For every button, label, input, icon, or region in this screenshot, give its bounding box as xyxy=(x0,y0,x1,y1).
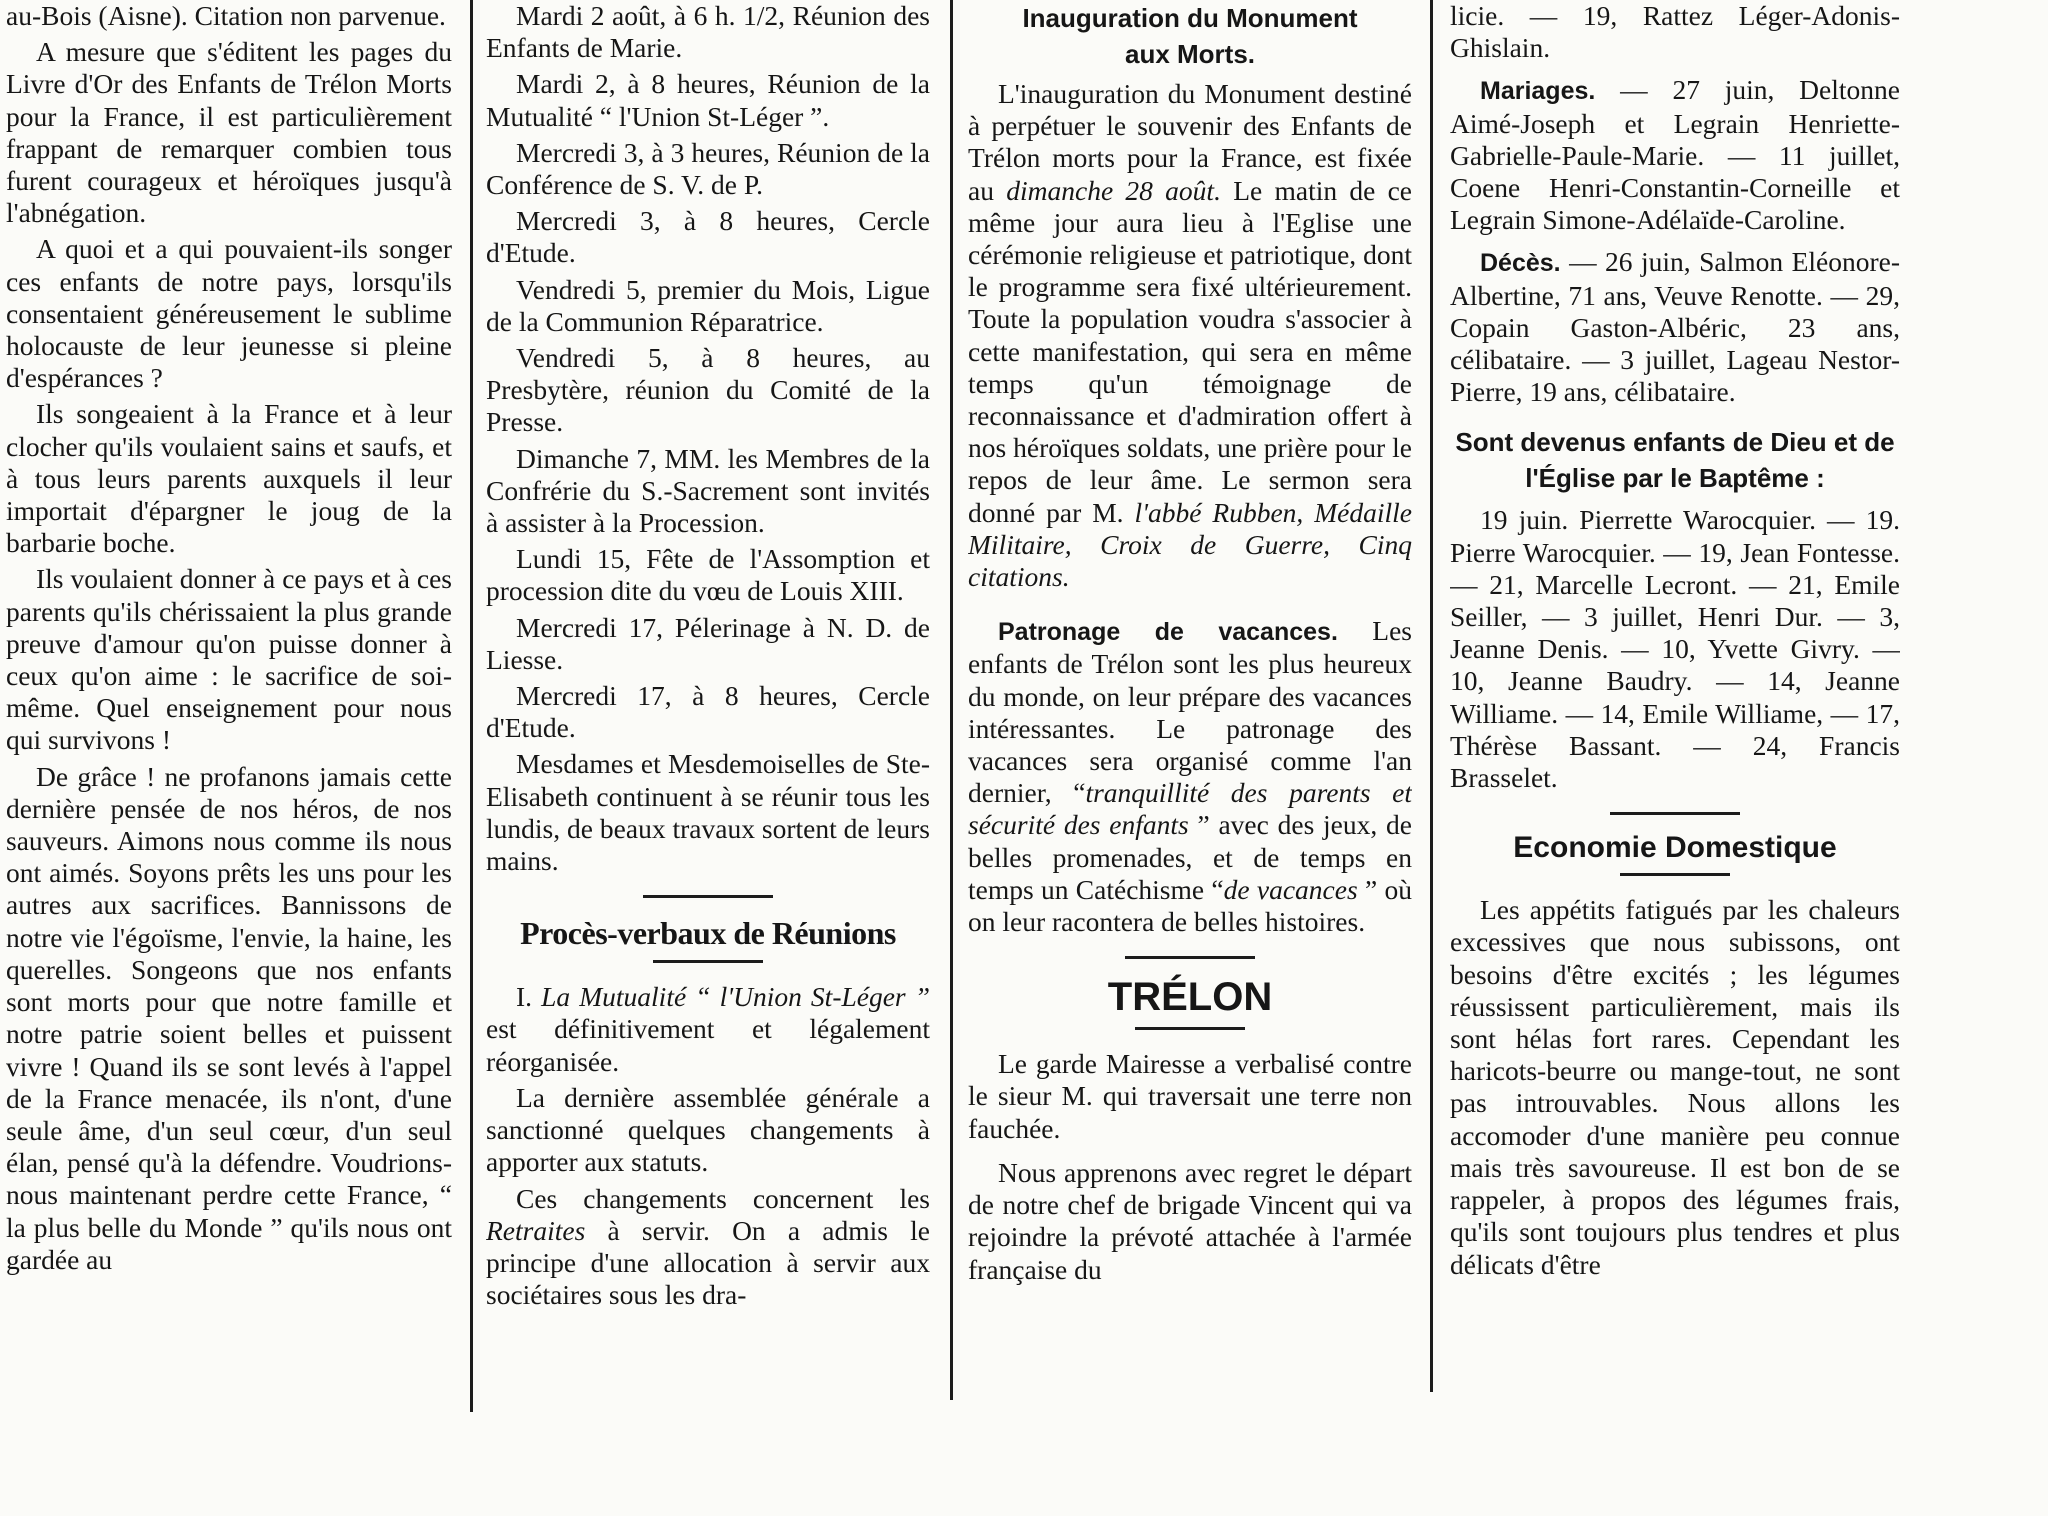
section-separator xyxy=(643,895,773,898)
minutes-item-name: La Mutualité “ l'Union St-Léger ” xyxy=(541,981,930,1013)
announcement: Mercredi 17, Pélerinage à N. D. de Liesse. xyxy=(486,611,930,675)
spacer xyxy=(968,593,1412,615)
minutes-paragraph: La dernière assemblée générale a sanctionné quelques changements à apporter aux statuts. xyxy=(486,1081,930,1178)
inauguration-paragraph xyxy=(968,78,1412,593)
column-2 xyxy=(486,0,930,1410)
trelon-paragraph: Nous apprenons avec regret le départ de notre chef de brigade Vincent qui va rejoindre la prévoté attachée à l'armée française du xyxy=(968,1156,1412,1285)
minutes-text: à servir. On a admis le principe d'une allocation à servir aux sociétaires sous les dra- xyxy=(486,1214,930,1311)
patronage-text: ” avec des jeux, de belles promenades, et de temps en temps un Catéchisme “ xyxy=(968,809,1412,905)
column-rule xyxy=(470,0,473,1412)
section-separator xyxy=(1610,812,1740,815)
inauguration-text: L'inauguration du Monument destiné à perpétuer le souvenir des Enfants de Trélon morts pour la France, est fixée au xyxy=(968,78,1412,206)
column-rule xyxy=(950,0,953,1400)
announcement: Vendredi 5, à 8 heures, au Presbytère, réunion du Comité de la Presse. xyxy=(486,342,930,438)
announcement: Mardi 2, à 8 heures, Réunion de la Mutualité “ l'Union St-Léger ”. xyxy=(486,68,930,132)
patronage-paragraph xyxy=(968,615,1412,938)
announcement: Mardi 2 août, à 6 h. 1/2, Réunion des Enfants de Marie. xyxy=(486,0,930,64)
section-separator xyxy=(653,960,763,963)
baptism-title: Sont devenus enfants de Dieu et de l'Église par le Baptême : xyxy=(1455,427,1895,494)
minutes-item-number: I. xyxy=(516,981,533,1013)
inauguration-title: Inauguration du Monument aux Morts. xyxy=(1022,3,1358,69)
column-1-paragraph: A mesure que s'éditent les pages du Livre d'Or des Enfants de Trélon Morts pour la France, il est particulièrement frappant de remarquer combien tous furent courageux et héroïques jusqu'à l'abnégation. xyxy=(6,36,452,229)
mariages-text: — 27 juin, Deltonne Aimé-Joseph et Legrain Henriette-Gabrielle-Paule-Marie. — 11 juillet, Coene Henri-Constantin-Corneille et Legrain Simone-Adélaïde-Caroline. xyxy=(1450,74,1900,236)
patronage-quote: tranquillité des parents et sécurité des enfants xyxy=(968,777,1412,841)
announcement: Vendredi 5, premier du Mois, Ligue de la Communion Réparatrice. xyxy=(486,273,930,337)
minutes-paragraph xyxy=(486,981,930,1078)
column-4 xyxy=(1450,0,1900,1410)
births-tail: licie. — 19, Rattez Léger-Adonis-Ghislain. xyxy=(1450,0,1900,64)
minutes-item-rest: est définitivement et légalement réorganisée. xyxy=(486,1013,930,1077)
announcement: Mercredi 17, à 8 heures, Cercle d'Etude. xyxy=(486,680,930,744)
column-1-paragraph: De grâce ! ne profanons jamais cette dernière pensée de nos héros, de nos sauveurs. Aimons nous comme ils nous ont aimés. Soyons prêts les uns pour les autres aux sacrifices. Bannissons de notre vie l'égoïsme, l'envie, la haine, les querelles. Songeons que nos enfants sont morts pour que notre famille et notre patrie soient belles et puissent vivre ! Quand ils se sont levés à l'appel de la France menacée, ils n'ont, d'une seule âme, d'un seul cœur, d'un seul élan, pensé qu'à la défendre. Voudrions-nous maintenant perdre cette France, “ la plus belle du Monde ” qu'ils nous ont gardée au xyxy=(6,760,452,1275)
announcement: Mesdames et Mesdemoiselles de Ste-Elisabeth continuent à se réunir tous les lundis, de beaux travaux sortent de leurs mains. xyxy=(486,748,930,877)
patronage-text: Les enfants de Trélon sont les plus heureux du monde, on leur prépare des vacances intéressantes. Le patronage des vacances sera organisé comme l'an dernier, “ xyxy=(968,615,1412,809)
minutes-paragraph xyxy=(486,1183,930,1312)
inauguration-date: dimanche 28 août. xyxy=(1006,174,1221,206)
economie-paragraph: Les appétits fatigués par les chaleurs excessives que nous subissons, ont besoins d'être excités ; les légumes réussissent particulièrement, mais ils sont hélas fort rares. Cependant les haricots-beurre ou mange-tout, ne sont pas introuvables. Nous allons les accomoder d'une manière peu connue mais très savoureuse. Il est bon de se rappeler, à propos des légumes frais, qu'ils sont toujours plus tendres et plus délicats d'être xyxy=(1450,894,1900,1280)
inauguration-text: Le matin de ce même jour aura lieu à l'Eglise une cérémonie religieuse et patriotique, dont le programme sera fixé ultérieurement. Toute la population voudra s'associer à cette manifestation, qui sera en même temps qu'un témoignage de reconnaissance et d'admiration offert à nos héroïques soldats, une prière pour le repos de leur âme. Le sermon sera donné par M. xyxy=(968,174,1412,528)
column-3 xyxy=(968,0,1412,1410)
minutes-section-title: Procès-verbaux de Réunions xyxy=(520,915,896,952)
section-separator xyxy=(1620,873,1730,876)
trelon-title: TRÉLON xyxy=(1107,975,1273,1020)
inauguration-priest: l'abbé Rubben, Médaille Militaire, Croix de Guerre, Cinq citations. xyxy=(968,496,1412,593)
patronage-quote: de vacances xyxy=(1223,873,1358,905)
column-1 xyxy=(6,0,452,1410)
trelon-paragraph: Le garde Mairesse a verbalisé contre le sieur M. qui traversait une terre non fauchée. xyxy=(968,1048,1412,1144)
announcement: Dimanche 7, MM. les Membres de la Confrérie du S.-Sacrement sont invités à assister à la Procession. xyxy=(486,442,930,539)
deces-paragraph xyxy=(1450,246,1900,408)
patronage-text: ” où on leur racontera de belles histoires. xyxy=(968,873,1412,938)
announcement: Mercredi 3, à 8 heures, Cercle d'Etude. xyxy=(486,205,930,269)
column-rule xyxy=(1430,0,1433,1392)
announcement: Lundi 15, Fête de l'Assomption et procession dite du vœu de Louis XIII. xyxy=(486,543,930,607)
column-1-paragraph: Ils songeaient à la France et à leur clocher qu'ils voulaient sains et saufs, et à tous leurs parents auxquels il leur importait d'épargner le joug de la barbarie boche. xyxy=(6,398,452,559)
economie-title: Economie Domestique xyxy=(1513,831,1837,865)
baptism-list: 19 juin. Pierrette Warocquier. — 19. Pierre Warocquier. — 19, Jean Fontesse. — 21, Marcelle Lecront. — 21, Emile Seiller, — 3 juillet, Henri Dur. — 3, Jeanne Denis. — 10, Yvette Givry. — 10, Jeanne Baudry. — 14, Jeanne Williame. — 14, Emile Williame, — 17, Thérèse Bassant. — 24, Francis Brasselet. xyxy=(1450,504,1900,794)
column-1-paragraph: Ils voulaient donner à ce pays et à ces parents qu'ils chérissaient la plus grande preuve d'amour qu'on puisse donner à ceux qu'on aime : le sacrifice de soi-même. Quel enseignement pour nous qui survivons ! xyxy=(6,563,452,756)
patronage-lead: Patronage de vacances. xyxy=(998,618,1338,647)
minutes-text: Ces changements concernent les xyxy=(516,1182,930,1214)
deces-text: — 26 juin, Salmon Eléonore-Albertine, 71 ans, Veuve Renotte. — 29, Copain Gaston-Albéric, 23 ans, célibataire. — 3 juillet, Lageau Nestor-Pierre, 19 ans, célibataire. xyxy=(1450,246,1900,408)
section-separator xyxy=(1135,1027,1245,1030)
column-1-paragraph: au-Bois (Aisne). Citation non parvenue. xyxy=(6,0,446,31)
mariages-paragraph xyxy=(1450,74,1900,236)
announcement: Mercredi 3, à 3 heures, Réunion de la Conférence de S. V. de P. xyxy=(486,136,930,201)
column-1-paragraph: A quoi et a qui pouvaient-ils songer ces enfants de notre pays, lorsqu'ils consentaient généreusement le sublime holocauste de leur jeunesse si pleine d'espérances ? xyxy=(6,233,452,394)
deces-lead: Décès. xyxy=(1480,249,1561,278)
minutes-italic: Retraites xyxy=(486,1214,586,1246)
section-separator xyxy=(1125,956,1255,959)
mariages-lead: Mariages. xyxy=(1480,77,1596,106)
